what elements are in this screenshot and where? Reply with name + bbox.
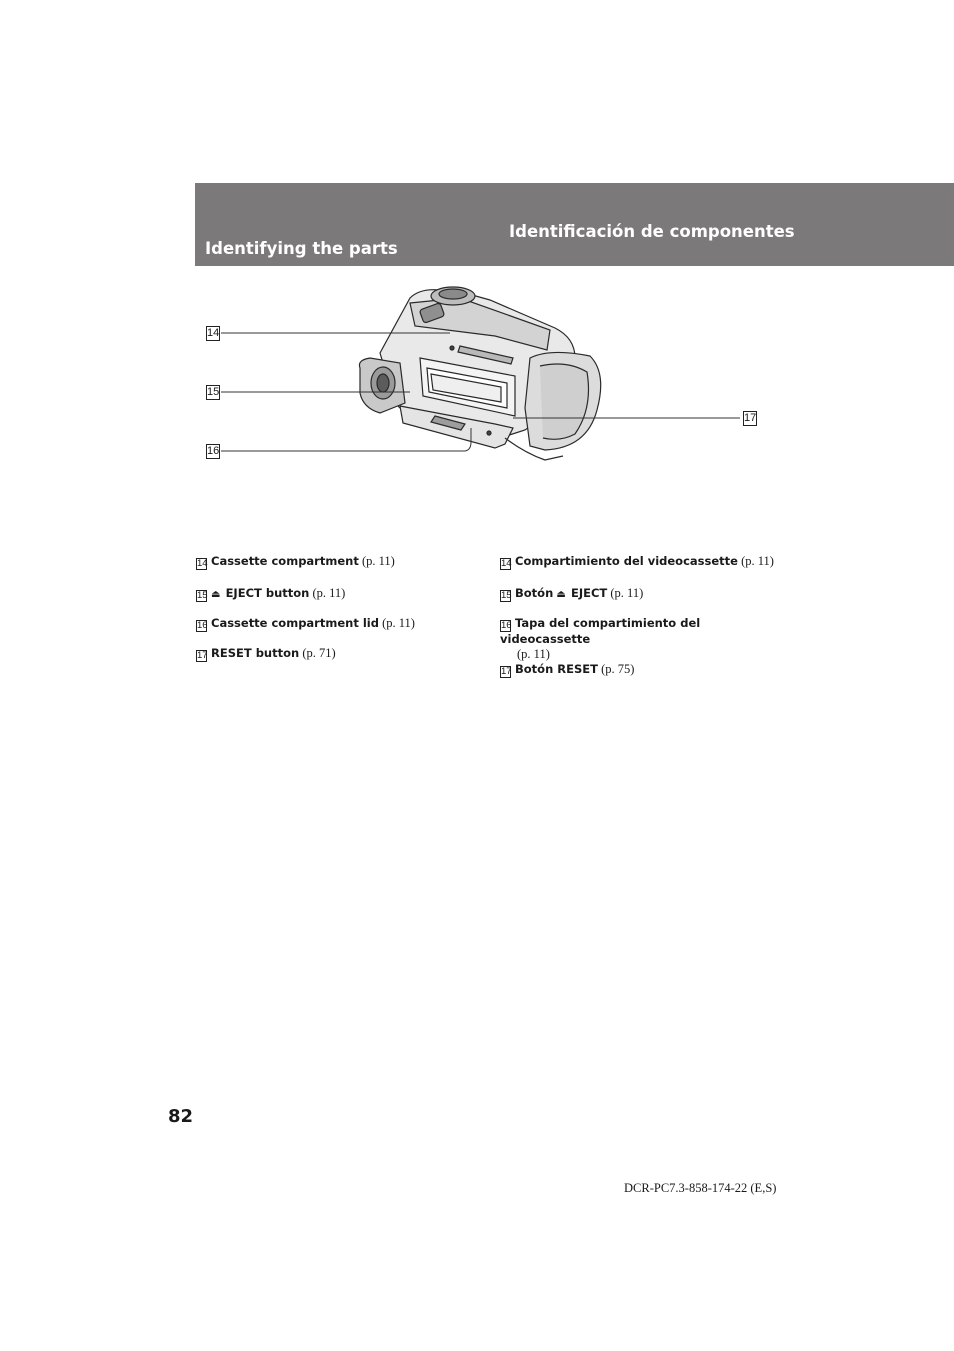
item-number: 16 [501, 620, 512, 631]
list-item-es-boton-reset [500, 662, 634, 678]
item-label: Cassette compartment [211, 554, 359, 568]
page-reference: (p. 11) [382, 616, 415, 630]
list-item-en-cassette-lid [196, 616, 415, 632]
item-label: EJECT [570, 586, 608, 600]
callout-16: 16 [207, 445, 220, 457]
item-number: 17 [197, 650, 208, 661]
list-item-es-compartimiento [500, 554, 774, 570]
item-label: EJECT button [225, 586, 310, 600]
page-reference: (p. 11) [741, 554, 774, 568]
camcorder-illustration [195, 278, 795, 478]
callout-15: 15 [207, 386, 220, 398]
item-label: Cassette compartment lid [211, 616, 379, 630]
item-number: 15 [501, 590, 512, 601]
item-label: RESET button [211, 646, 300, 660]
list-item-es-tapa [500, 616, 780, 662]
item-number: 16 [197, 620, 208, 631]
eject-icon: ⏏ [211, 589, 221, 600]
list-item-en-eject-button [196, 586, 345, 602]
page-reference: (p. 75) [601, 662, 635, 676]
item-label-prefix: Botón [515, 586, 554, 600]
list-item-en-reset-button [196, 646, 336, 662]
page-reference: (p. 11) [517, 647, 550, 661]
callout-14: 14 [207, 327, 220, 339]
list-item-en-cassette-compartment [196, 554, 395, 570]
item-label: Compartimiento del videocassette [515, 554, 738, 568]
page-number: 82 [168, 1106, 194, 1127]
section-title-spanish: Identificación de componentes [509, 222, 795, 241]
item-number: 14 [501, 558, 512, 569]
section-title-english: Identifying the parts [205, 239, 398, 258]
list-item-es-boton-eject [500, 586, 643, 602]
item-number: 17 [501, 666, 512, 677]
page-reference: (p. 11) [312, 586, 346, 600]
callout-17: 17 [744, 412, 757, 424]
eject-icon: ⏏ [556, 589, 566, 600]
model-code: DCR-PC7.3-858-174-22 (E,S) [624, 1181, 777, 1195]
item-number: 14 [197, 558, 208, 569]
item-label: Tapa del compartimiento del videocassette [500, 616, 701, 646]
item-number: 15 [197, 590, 208, 601]
page-reference: (p. 71) [302, 646, 336, 660]
page-reference: (p. 11) [610, 586, 644, 600]
page-reference: (p. 11) [361, 554, 395, 568]
item-label: Botón RESET [515, 662, 598, 676]
